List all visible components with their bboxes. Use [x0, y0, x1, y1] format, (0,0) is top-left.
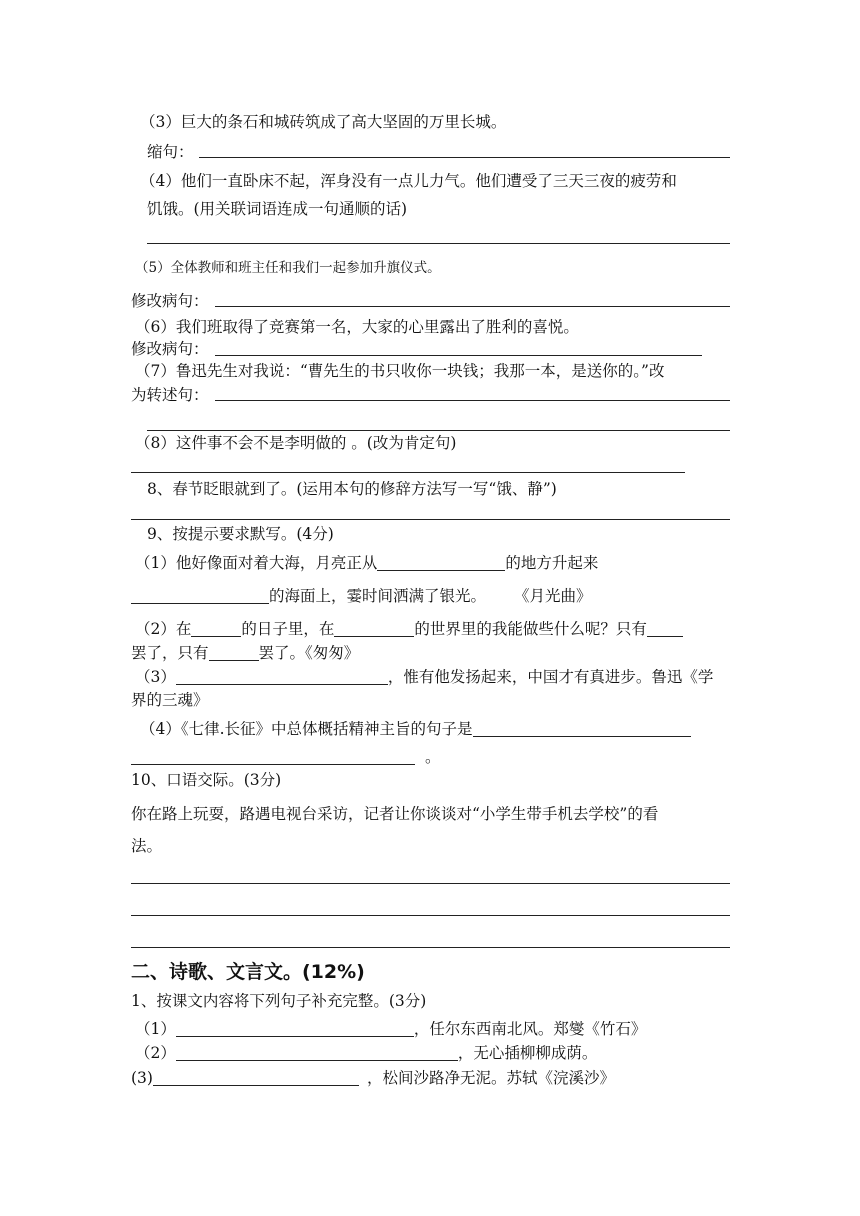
s2q1-title: 1、按课文内容将下列句子补充完整。(3分)	[131, 992, 427, 1010]
q3-sentence: （3）巨大的条石和城砖筑成了高大坚固的万里长城。	[140, 113, 507, 131]
q7-answer-line-2[interactable]	[147, 430, 730, 431]
q10-line1: 你在路上玩耍，路遇电视台采访，记者让你谈谈对“小学生带手机去学校”的看	[131, 805, 659, 823]
q7-label: 为转述句：	[131, 386, 209, 404]
q5-sentence: （5）全体教师和班主任和我们一起参加升旗仪式。	[135, 260, 441, 276]
q9-4-line2	[131, 747, 441, 767]
q9-2-line1	[135, 619, 683, 639]
s2q1-1-text-b: ，任尔东西南北风。郑燮《竹石》	[413, 1020, 647, 1038]
q9-2-blank-2[interactable]	[334, 620, 414, 637]
q9-1-text-a: （1）他好像面对着大海，月亮正从	[135, 554, 378, 572]
q9-4-end: 。	[425, 748, 441, 766]
q9-4-blank-2[interactable]	[131, 748, 415, 765]
q9-2-text-c: 的世界里的我能做些什么呢？只有	[414, 620, 647, 638]
q9-4-blank-1[interactable]	[473, 720, 691, 737]
q6-label: 修改病句：	[131, 340, 209, 358]
q9-3-line1	[135, 667, 713, 687]
q9-2-text-a: （2）在	[135, 620, 192, 638]
q8-answer-line[interactable]	[131, 472, 685, 473]
q8-sentence: （8）这件事不会不是李明做的 。(改为肯定句)	[135, 434, 457, 452]
q8b-sentence: 8、春节眨眼就到了。(运用本句的修辞方法写一写“饿、静”)	[147, 480, 557, 498]
q9-2-text-b: 的日子里，在	[241, 620, 335, 638]
q9-1-line2	[131, 586, 592, 606]
s2q1-2-blank[interactable]	[176, 1044, 458, 1061]
q4-line2: 饥饿。(用关联词语连成一句通顺的话)	[147, 200, 408, 218]
s2q1-1-blank[interactable]	[176, 1020, 414, 1037]
s2q1-2-line	[135, 1043, 597, 1063]
q4-answer-line[interactable]	[147, 243, 730, 244]
q9-2-text-e: 罢了。《匆匆》	[258, 644, 360, 662]
q9-2-blank-4[interactable]	[209, 644, 259, 661]
q9-3-text-b: ，惟有他发扬起来，中国才有真进步。鲁迅《学	[387, 668, 714, 686]
q9-2-blank-3[interactable]	[647, 620, 683, 637]
s2q1-2-text-a: （2）	[135, 1044, 176, 1062]
s2q1-3-text-b: ，松间沙路净无泥。苏轼《浣溪沙》	[366, 1069, 615, 1087]
s2q1-3-line	[131, 1068, 615, 1088]
q9-1-blank-2[interactable]	[131, 587, 269, 604]
q3-label: 缩句：	[147, 143, 194, 161]
q6-answer-line[interactable]	[215, 355, 702, 356]
s2q1-1-line	[135, 1019, 646, 1039]
q5-label: 修改病句：	[131, 292, 209, 310]
q9-1-text-b: 的地方升起来	[505, 554, 599, 572]
q9-4-text-a: （4）《七律.长征》中总体概括精神主旨的句子是	[140, 720, 473, 738]
s2q1-1-text-a: （1）	[135, 1020, 176, 1038]
q9-3-blank[interactable]	[176, 668, 388, 685]
q7-line1: （7）鲁迅先生对我说：“曹先生的书只收你一块钱；我那一本，是送你的。”改	[135, 362, 665, 380]
q10-answer-line-1[interactable]	[131, 883, 730, 884]
q4-line1: （4）他们一直卧床不起，浑身没有一点儿力气。他们遭受了三天三夜的疲劳和	[140, 172, 677, 190]
q8b-answer-line[interactable]	[131, 519, 730, 520]
q9-2-blank-1[interactable]	[191, 620, 241, 637]
q9-1-source: 《月光曲》	[514, 587, 592, 605]
q9-4-line1	[140, 719, 691, 739]
q7-answer-line-1[interactable]	[215, 400, 730, 401]
q9-1-line1	[135, 553, 598, 573]
section-2-title: 二、诗歌、文言文。(12%)	[131, 961, 365, 983]
q9-1-text-c: 的海面上，霎时间洒满了银光。	[269, 587, 487, 605]
q9-title: 9、按提示要求默写。(4分)	[147, 525, 334, 543]
q9-3-line2: 界的三魂》	[131, 691, 209, 709]
q10-title: 10、口语交际。(3分)	[131, 771, 282, 789]
s2q1-3-blank[interactable]	[153, 1069, 359, 1086]
q10-answer-line-3[interactable]	[131, 947, 730, 948]
q9-3-text-a: （3）	[135, 668, 176, 686]
q9-1-blank-1[interactable]	[377, 554, 505, 571]
s2q1-2-text-b: ，无心插柳柳成荫。	[457, 1044, 598, 1062]
q9-2-text-d: 罢了，只有	[131, 644, 209, 662]
q5-answer-line[interactable]	[215, 306, 730, 307]
q6-sentence: （6）我们班取得了竞赛第一名，大家的心里露出了胜利的喜悦。	[135, 318, 579, 336]
q3-answer-line[interactable]	[199, 157, 730, 158]
q10-line2: 法。	[131, 837, 163, 855]
s2q1-3-text-a: (3)	[131, 1069, 153, 1087]
q10-answer-line-2[interactable]	[131, 915, 730, 916]
q9-2-line2	[131, 643, 359, 663]
